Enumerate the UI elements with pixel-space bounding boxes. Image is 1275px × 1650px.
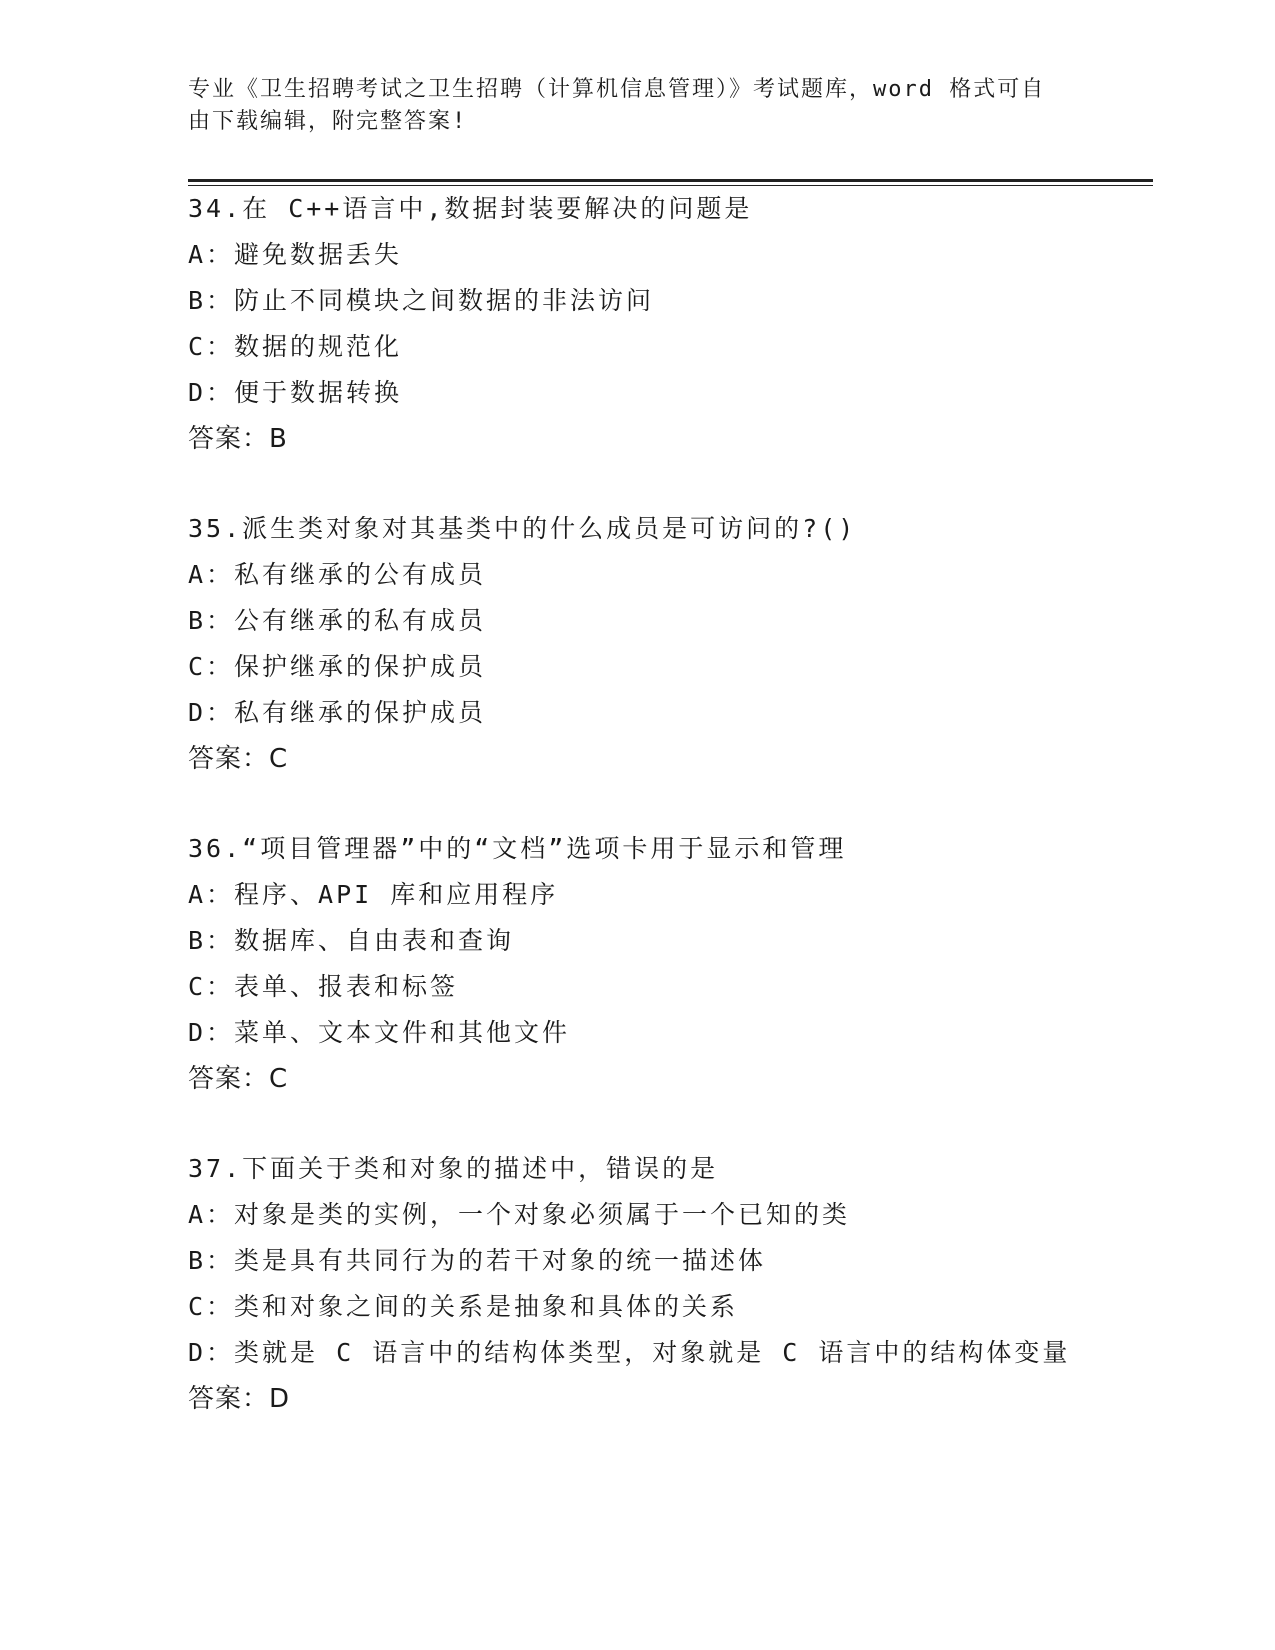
answer-label: 答案：B — [188, 424, 288, 454]
option-b: B：防止不同模块之间数据的非法访问 — [188, 286, 655, 315]
document-header — [188, 74, 1068, 138]
option-a: A：私有继承的公有成员 — [188, 560, 487, 589]
answer-label: 答案：C — [188, 744, 289, 774]
answer-label: 答案：D — [188, 1384, 291, 1414]
question-stem: 37.下面关于类和对象的描述中，错误的是 — [188, 1154, 719, 1183]
option-c: C：数据的规范化 — [188, 332, 403, 361]
question-34 — [188, 186, 1148, 462]
question-36 — [188, 826, 1148, 1102]
option-a: A：程序、API 库和应用程序 — [188, 880, 559, 909]
header-line-1: 专业《卫生招聘考试之卫生招聘（计算机信息管理）》考试题库，word 格式可自 — [188, 77, 1046, 102]
header-line-2: 由下载编辑，附完整答案! — [188, 109, 468, 134]
option-b: B：数据库、自由表和查询 — [188, 926, 515, 955]
option-b: B：公有继承的私有成员 — [188, 606, 487, 635]
option-c: C：类和对象之间的关系是抽象和具体的关系 — [188, 1292, 739, 1321]
question-stem: 34.在 C++语言中,数据封装要解决的问题是 — [188, 194, 753, 223]
option-d: D：便于数据转换 — [188, 378, 403, 407]
header-divider-thick — [188, 179, 1153, 182]
question-37 — [188, 1146, 1148, 1422]
question-stem: 35.派生类对象对其基类中的什么成员是可访问的?() — [188, 514, 857, 543]
answer-label: 答案：C — [188, 1064, 289, 1094]
option-a: A：避免数据丢失 — [188, 240, 403, 269]
option-c: C：保护继承的保护成员 — [188, 652, 487, 681]
option-b: B：类是具有共同行为的若干对象的统一描述体 — [188, 1246, 767, 1275]
question-stem: 36.“项目管理器”中的“文档”选项卡用于显示和管理 — [188, 834, 847, 863]
option-d: D：类就是 C 语言中的结构体类型，对象就是 C 语言中的结构体变量 — [188, 1338, 1071, 1367]
option-d: D：菜单、文本文件和其他文件 — [188, 1018, 571, 1047]
question-35 — [188, 506, 1148, 782]
option-d: D：私有继承的保护成员 — [188, 698, 487, 727]
option-c: C：表单、报表和标签 — [188, 972, 459, 1001]
option-a: A：对象是类的实例，一个对象必须属于一个已知的类 — [188, 1200, 851, 1229]
